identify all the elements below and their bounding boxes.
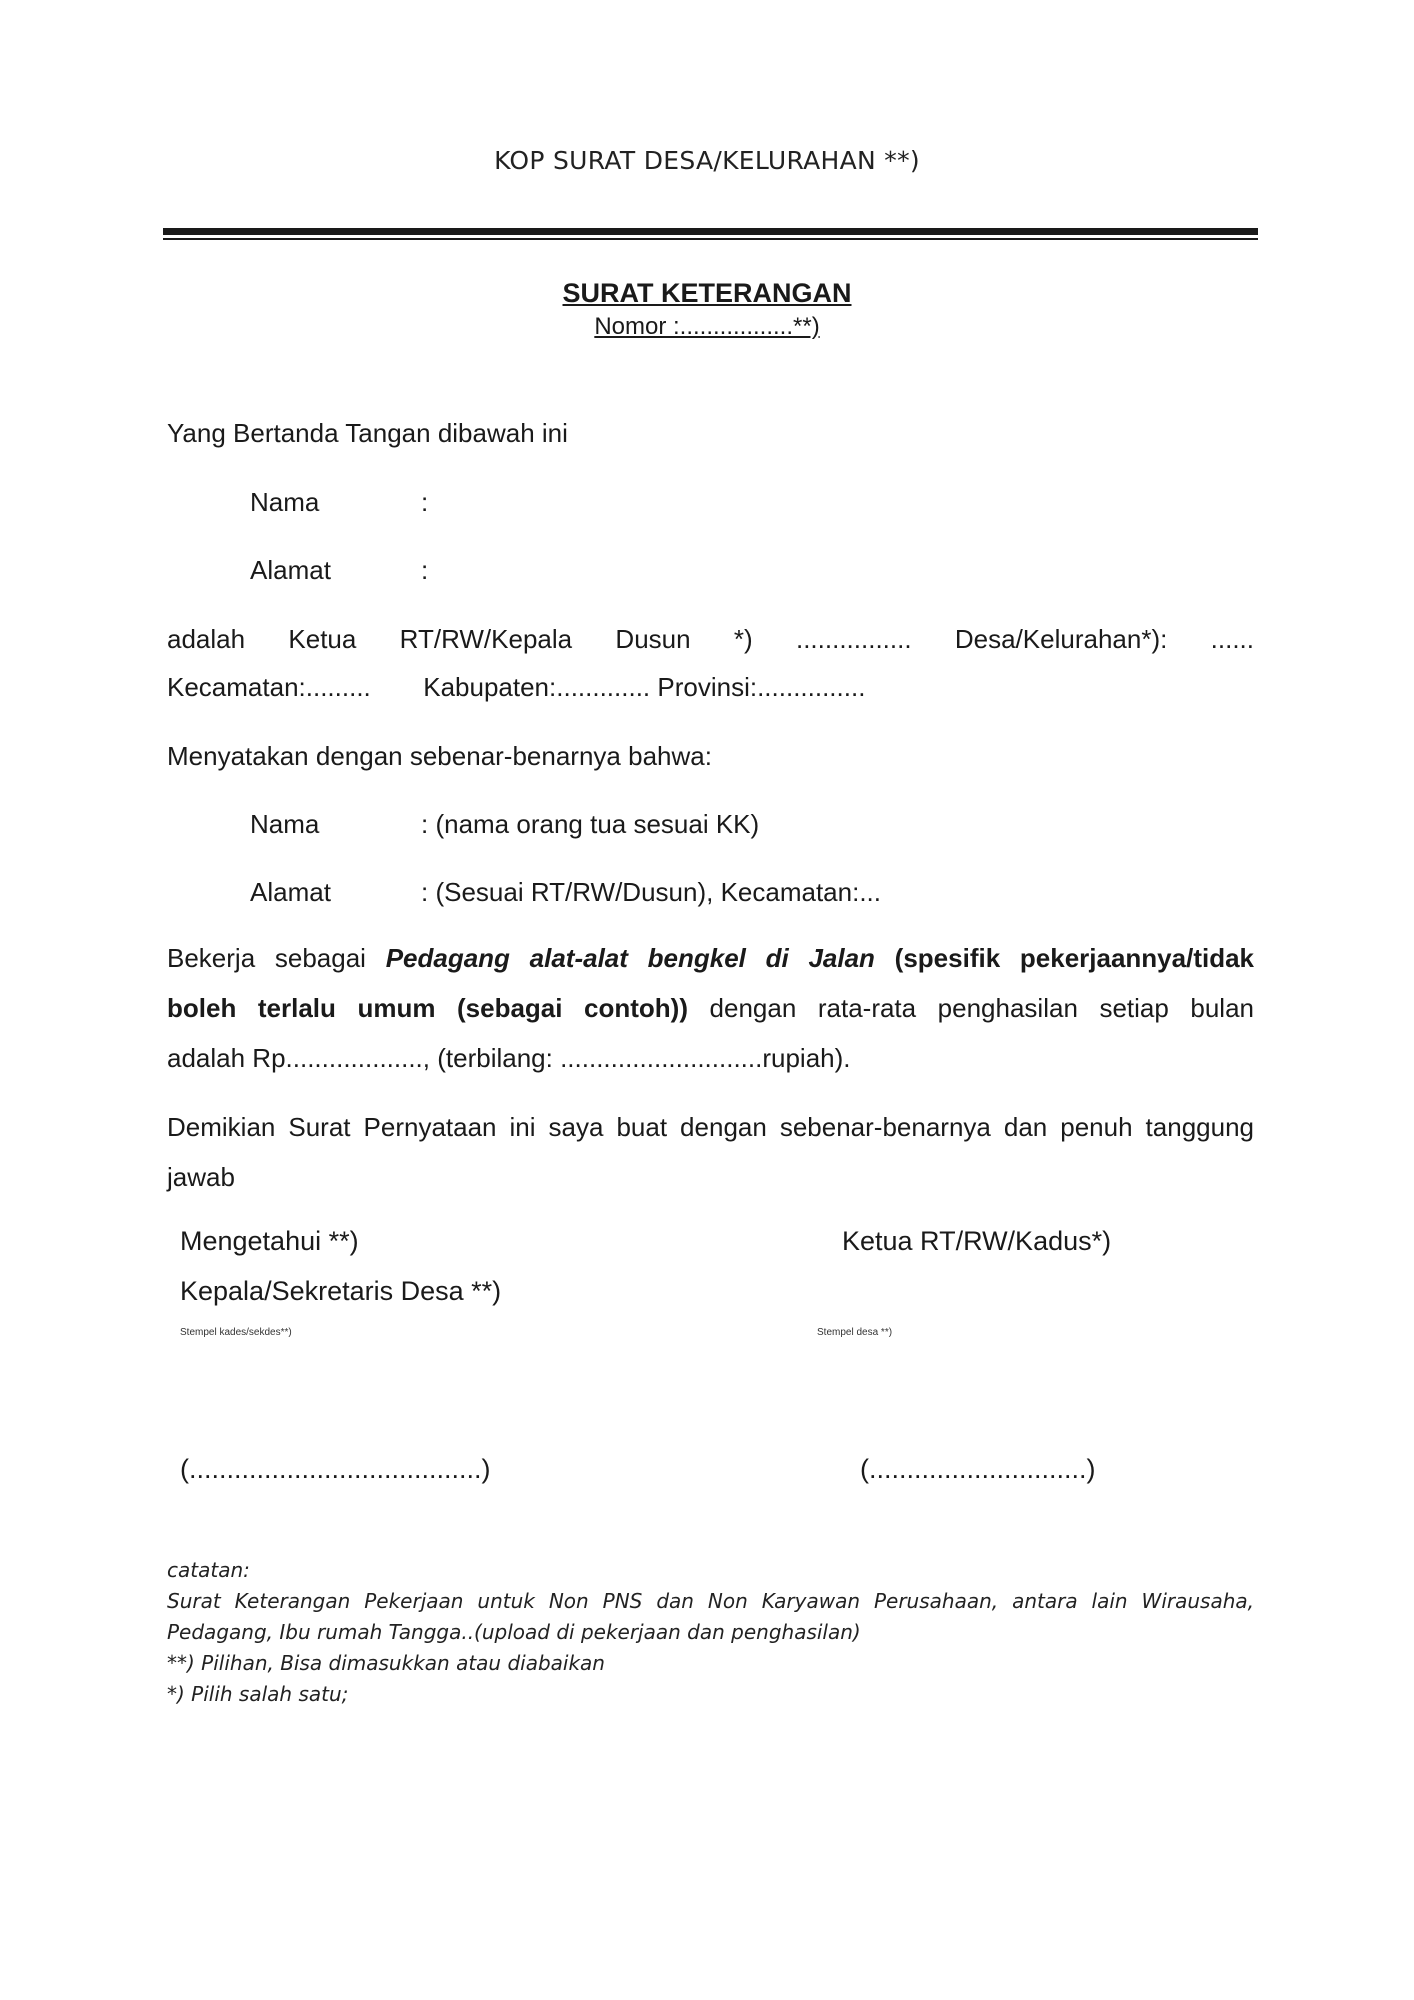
work-paragraph <box>167 933 1254 1083</box>
sig-left-title: Kepala/Sekretaris Desa **) <box>180 1276 502 1306</box>
statement-text: Menyatakan dengan sebenar-benarnya bahwa: <box>167 741 712 771</box>
role-word: Desa/Kelurahan*): <box>954 624 1168 654</box>
sig-right-stamp-note: Stempel desa **) <box>817 1327 893 1338</box>
subject-name-label: Nama <box>250 809 320 839</box>
intro-text: Yang Bertanda Tangan dibawah ini <box>167 418 568 448</box>
job-title: Pedagang alat-alat bengkel di Jalan <box>385 943 875 973</box>
role-line-2 <box>167 672 865 703</box>
letterhead-placeholder: KOP SURAT DESA/KELURAHAN **) <box>494 146 920 175</box>
role-word: Dusun <box>615 624 691 654</box>
notes-line-2: Pedagang, Ibu rumah Tangga..(upload di pekerjaan dan penghasilan) <box>167 1620 861 1644</box>
sig-left-acknowledge: Mengetahui **) <box>180 1226 359 1256</box>
work-line-3: adalah Rp..................., (terbilang: ............................rupiah). <box>167 1043 851 1073</box>
notes-line-1: Surat Keterangan Pekerjaan untuk Non PNS dan Non Karyawan Perusahaan, antara lain Wirausaha, <box>167 1589 1254 1613</box>
role-kecamatan: Kecamatan:......... <box>167 672 371 702</box>
document-title: SURAT KETERANGAN <box>562 278 852 308</box>
closing-line-1: Demikian Surat Pernyataan ini saya buat dengan sebenar-benarnya dan penuh tanggung <box>167 1112 1254 1142</box>
letterhead-rule-thick <box>163 228 1258 235</box>
signer-address-colon: : <box>421 555 429 585</box>
letterhead-rule-thin <box>163 238 1258 240</box>
closing-line-2: jawab <box>167 1162 235 1192</box>
sig-right-title: Ketua RT/RW/Kadus*) <box>842 1226 1112 1256</box>
notes-heading: catatan: <box>167 1558 250 1582</box>
notes-line-3: **) Pilihan, Bisa dimasukkan atau diabaikan <box>167 1651 605 1675</box>
role-word: ................ <box>795 624 912 654</box>
role-kabupaten-provinsi: Kabupaten:............. Provinsi:............... <box>423 672 866 702</box>
subject-name-value: : (nama orang tua sesuai KK) <box>421 809 760 839</box>
role-word: adalah <box>167 624 246 654</box>
role-word: *) <box>733 624 753 654</box>
signer-name-colon: : <box>421 487 429 517</box>
work-line-1: Bekerja sebagai Pedagang alat-alat bengkel di Jalan (spesifik pekerjaannya/tidak <box>167 943 1255 973</box>
role-word: Ketua <box>288 624 357 654</box>
closing-paragraph <box>167 1102 1254 1202</box>
role-word: RT/RW/Kepala <box>399 624 573 654</box>
sig-right-name-blank: (.............................) <box>860 1454 1096 1484</box>
signer-address-label: Alamat <box>250 555 331 585</box>
document-number: Nomor :.................**) <box>594 313 820 340</box>
subject-address-label: Alamat <box>250 877 331 907</box>
signer-name-label: Nama <box>250 487 320 517</box>
notes-line-4: *) Pilih salah satu; <box>167 1682 349 1706</box>
sig-left-stamp-note: Stempel kades/sekdes**) <box>180 1327 292 1338</box>
notes-section <box>167 1555 1254 1710</box>
role-line-1 <box>167 624 1254 655</box>
work-line-2: boleh terlalu umum (sebagai contoh)) dengan rata-rata penghasilan setiap bulan <box>167 993 1254 1023</box>
sig-left-name-blank: (.......................................) <box>180 1454 491 1484</box>
subject-address-value: : (Sesuai RT/RW/Dusun), Kecamatan:... <box>421 877 881 907</box>
role-word: ...... <box>1210 624 1254 654</box>
